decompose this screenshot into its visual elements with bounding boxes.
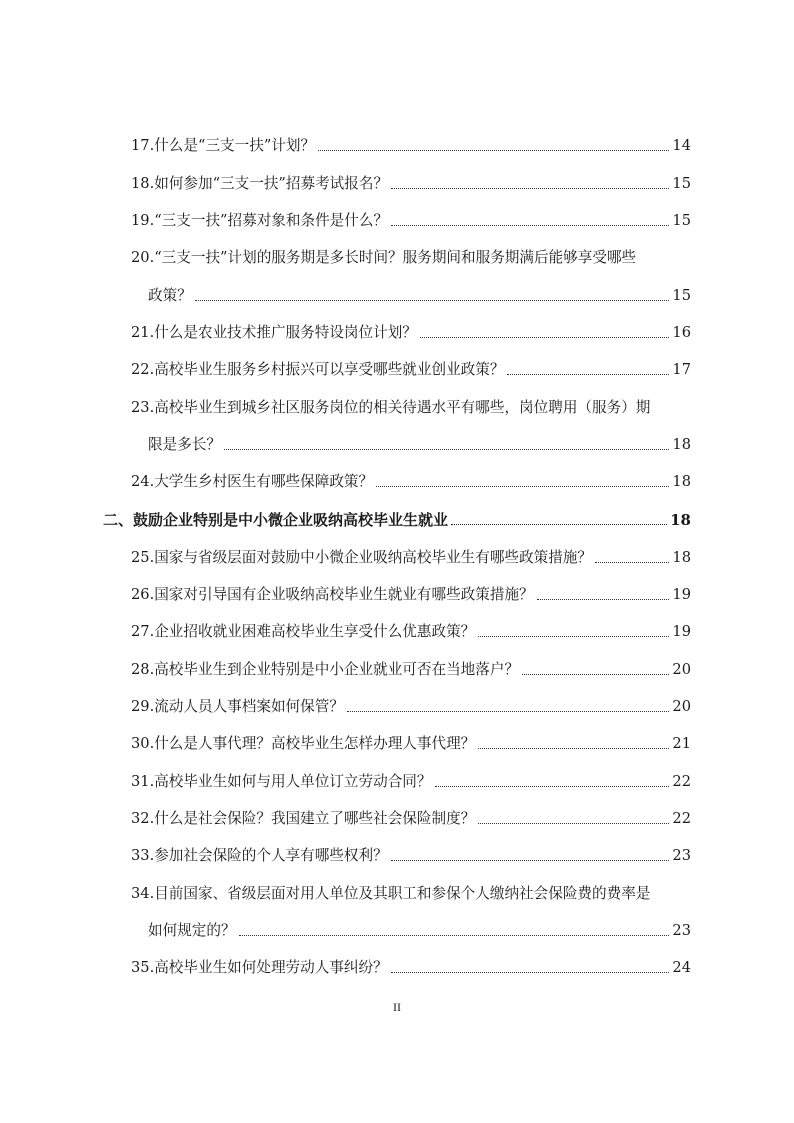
toc-entry-27[interactable]	[131, 622, 691, 642]
toc-entry-24[interactable]	[131, 472, 691, 492]
leader-dots	[347, 711, 669, 712]
toc-entry-page: 19	[672, 586, 691, 603]
toc-entry-19[interactable]	[131, 211, 691, 231]
leader-dots	[478, 748, 669, 749]
toc-entry-23-line1[interactable]	[131, 398, 691, 418]
toc-entry-title: 31.高校毕业生如何与用人单位订立劳动合同？	[131, 773, 432, 790]
toc-entry-page: 18	[672, 436, 691, 453]
toc-entry-page: 15	[672, 175, 691, 192]
toc-entry-title: 34.目前国家、省级层面对用人单位及其职工和参保个人缴纳社会保险费的费率是	[131, 885, 651, 902]
toc-entry-title: 22.高校毕业生服务乡村振兴可以享受哪些就业创业政策？	[131, 361, 505, 378]
toc-entry-title: 25.国家与省级层面对鼓励中小微企业吸纳高校毕业生有哪些政策措施？	[131, 549, 593, 566]
toc-entry-23-line2[interactable]	[148, 435, 691, 455]
leader-dots	[522, 674, 669, 675]
toc-entry-page: 21	[672, 735, 691, 752]
leader-dots	[239, 935, 670, 936]
toc-entry-page: 14	[672, 137, 691, 154]
toc-entry-31[interactable]	[131, 772, 691, 792]
toc-entry-title: 30.什么是人事代理？高校毕业生怎样办理人事代理？	[131, 735, 476, 752]
toc-entry-page: 16	[672, 324, 691, 341]
toc-entry-20-line2[interactable]	[148, 286, 691, 306]
toc-entry-18[interactable]	[131, 174, 691, 194]
toc-entry-34-line2[interactable]	[148, 921, 691, 941]
toc-entry-21[interactable]	[131, 323, 691, 343]
toc-entry-title: 20.“三支一扶”计划的服务期是多长时间？服务期间和服务期满后能够享受哪些	[131, 249, 637, 266]
toc-entry-title: 19.“三支一扶”招募对象和条件是什么？	[131, 212, 389, 229]
toc-entry-30[interactable]	[131, 734, 691, 754]
toc-entry-page: 18	[672, 549, 691, 566]
toc-entry-title: 17.什么是“三支一扶”计划？	[131, 137, 316, 154]
leader-dots	[595, 562, 669, 563]
toc-entry-title: 28.高校毕业生到企业特别是中小企业就业可否在当地落户？	[131, 661, 520, 678]
toc-entry-25[interactable]	[131, 548, 691, 568]
toc-entry-page: 18	[670, 511, 691, 529]
toc-entry-22[interactable]	[131, 360, 691, 380]
toc-section-2[interactable]	[103, 510, 691, 530]
leader-dots	[391, 188, 669, 189]
leader-dots	[507, 374, 669, 375]
toc-entry-page: 15	[672, 287, 691, 304]
toc-entry-26[interactable]	[131, 585, 691, 605]
toc-entry-32[interactable]	[131, 809, 691, 829]
toc-entry-title: 23.高校毕业生到城乡社区服务岗位的相关待遇水平有哪些，岗位聘用（服务）期	[131, 399, 651, 416]
toc-entry-page: 24	[672, 959, 691, 976]
toc-entry-page: 20	[672, 661, 691, 678]
leader-dots	[537, 599, 670, 600]
leader-dots	[420, 337, 670, 338]
leader-dots	[478, 823, 669, 824]
toc-entry-title: 政策？	[148, 287, 192, 304]
toc-entry-page: 19	[672, 623, 691, 640]
toc-entry-35[interactable]	[131, 958, 691, 978]
toc-entry-page: 20	[672, 698, 691, 715]
toc-section-title: 二、鼓励企业特别是中小微企业吸纳高校毕业生就业	[103, 511, 449, 529]
toc-entry-title: 限是多长？	[148, 436, 221, 453]
leader-dots	[318, 150, 669, 151]
leader-dots	[391, 972, 670, 973]
toc-entry-title: 24.大学生乡村医生有哪些保障政策？	[131, 473, 374, 490]
leader-dots	[391, 225, 669, 226]
toc-entry-title: 21.什么是农业技术推广服务特设岗位计划？	[131, 324, 417, 341]
page-number: II	[393, 1000, 401, 1014]
toc-entry-page: 22	[672, 773, 691, 790]
toc-entry-title: 27.企业招收就业困难高校毕业生享受什么优惠政策？	[131, 623, 476, 640]
toc-entry-title: 33.参加社会保险的个人享有哪些权利？	[131, 847, 388, 864]
leader-dots	[478, 636, 669, 637]
toc-entry-page: 15	[672, 212, 691, 229]
leader-dots	[451, 524, 667, 525]
leader-dots	[224, 449, 669, 450]
toc-entry-title: 29.流动人员人事档案如何保管？	[131, 698, 344, 715]
toc-entry-page: 23	[672, 922, 691, 939]
toc-entry-page: 17	[672, 361, 691, 378]
toc-entry-title: 26.国家对引导国有企业吸纳高校毕业生就业有哪些政策措施？	[131, 586, 534, 603]
toc-entry-17[interactable]	[131, 136, 691, 156]
toc-entry-29[interactable]	[131, 697, 691, 717]
toc-entry-title: 32.什么是社会保险？我国建立了哪些社会保险制度？	[131, 810, 476, 827]
toc-entry-page: 18	[672, 473, 691, 490]
leader-dots	[376, 486, 669, 487]
leader-dots	[195, 300, 670, 301]
toc-entry-28[interactable]	[131, 660, 691, 680]
toc-entry-title: 35.高校毕业生如何处理劳动人事纠纷？	[131, 959, 388, 976]
toc-entry-33[interactable]	[131, 846, 691, 866]
toc-entry-title: 如何规定的？	[148, 922, 236, 939]
toc-entry-title: 18.如何参加“三支一扶”招募考试报名？	[131, 175, 389, 192]
toc-entry-page: 23	[672, 847, 691, 864]
leader-dots	[435, 786, 670, 787]
toc-entry-34-line1[interactable]	[131, 884, 691, 904]
leader-dots	[391, 860, 670, 861]
toc-entry-page: 22	[672, 810, 691, 827]
toc-entry-20-line1[interactable]	[131, 248, 691, 268]
